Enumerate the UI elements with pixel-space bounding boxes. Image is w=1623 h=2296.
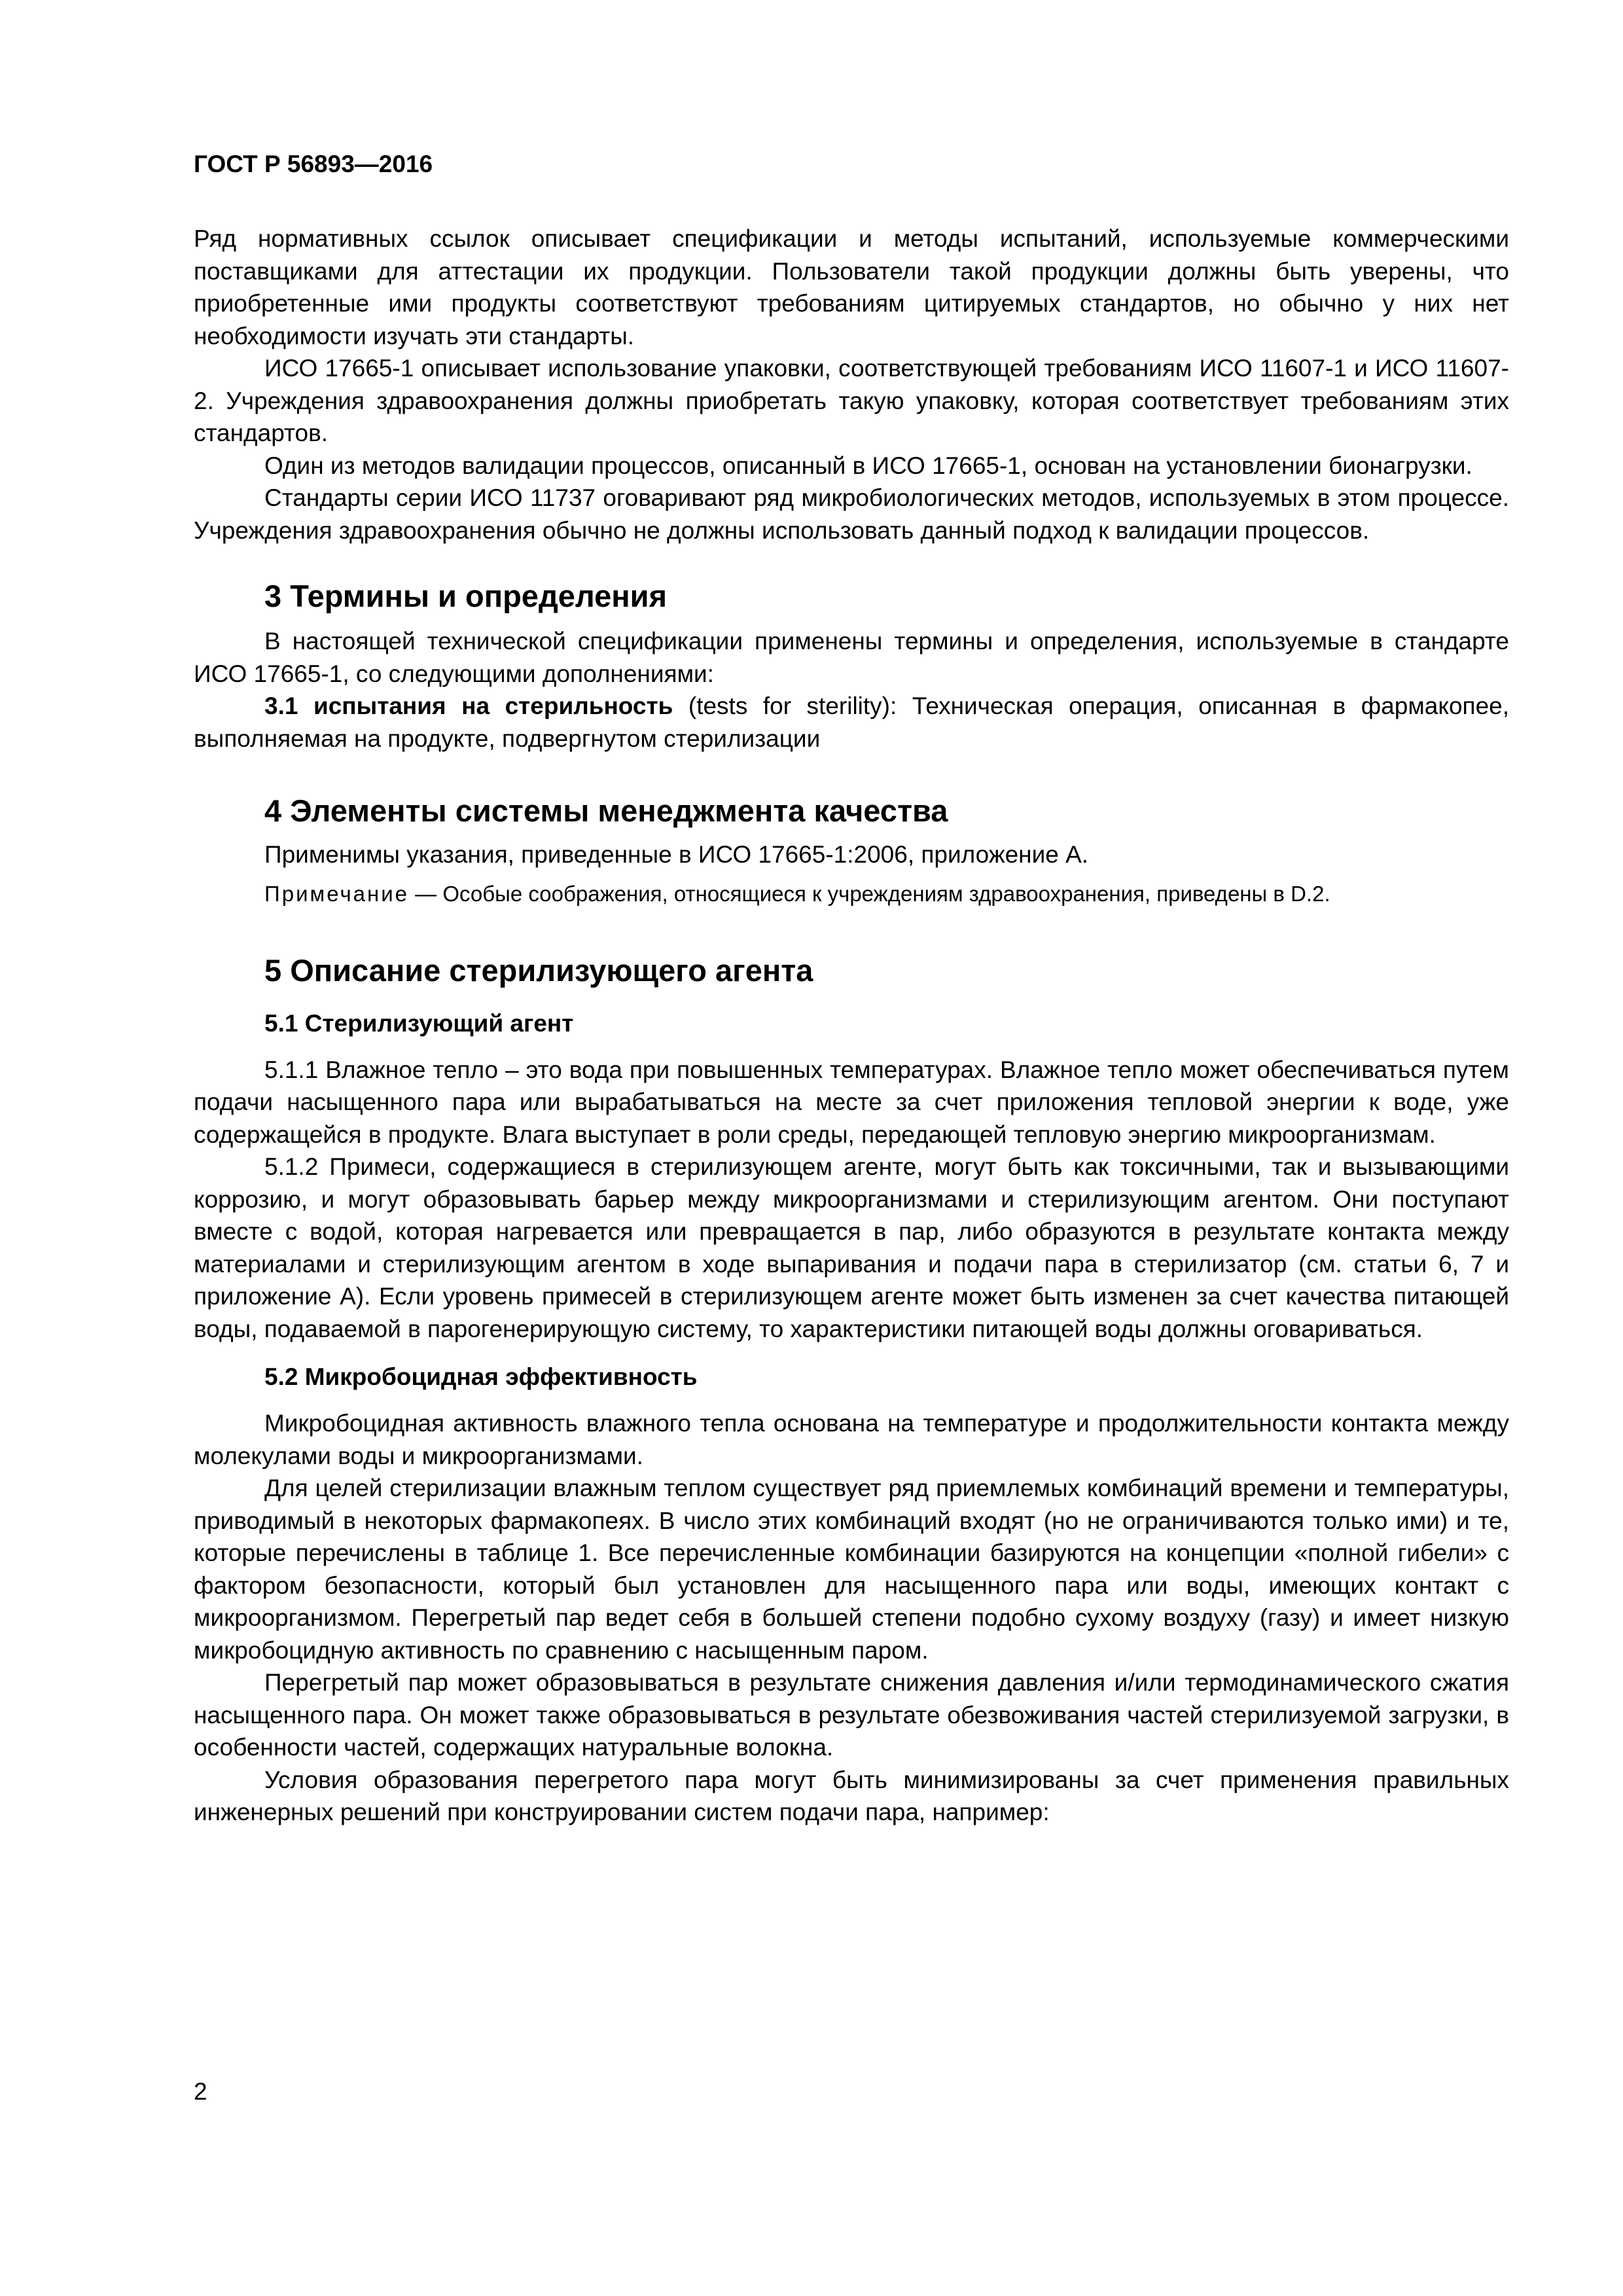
paragraph-5-2-2: Для целей стерилизации влажным теплом существует ряд приемлемых комбинаций времени и температуры, приводимый в некоторых фармакопеях. В число этих комбинаций входят (но не ограничиваются только ими) и те, которые перечислены в таблице 1. Все перечисленные комбинации базируются на концепции «полной гибели» с фактором безопасности, который был установлен для насыщенного пара или воды, имеющих контакт с микроорганизмом. Перегретый пар ведет себя в большей степени подобно сухому воздуху (газу) и имеет низкую микробоцидную активность по сравнению с насыщенным паром. [194,1475,1509,1664]
term-3-1-label: 3.1 испытания на стерильность [264,692,673,719]
note-text: — Особые соображения, относящиеся к учреждениям здравоохранения, приведены в D.2. [409,881,1330,906]
term-3-1-text: (tests for sterility): Техническая операция, описанная в фармакопее, выполняемая на продукте, подвергнутом стерилизации [194,692,1510,752]
page-number: 2 [194,2078,207,2105]
note-label: Примечание [264,881,410,906]
intro-paragraph-3: Один из методов валидации процессов, описанный в ИСО 17665-1, основан на установлении бионагрузки. [264,452,1472,479]
term-3-1-definition [194,690,1509,755]
section-5-heading: 5 Описание стерилизующего агента [264,952,813,988]
section-3-paragraph: В настоящей технической спецификации применены термины и определения, используемые в стандарте ИСО 17665-1, со следующими дополнениями: [194,628,1509,687]
subsection-5-1-heading: 5.1 Стерилизующий агент [264,1009,574,1037]
intro-paragraph-1: Ряд нормативных ссылок описывает спецификации и методы испытаний, используемые коммерческими поставщиками для аттестации их продукции. Пользователи такой продукции должны быть уверены, что приобретенные ими продукты соответствуют требованиям цитируемых стандартов, но обычно у них нет необходимости изучать эти стандарты. [194,225,1509,350]
paragraph-5-1-2: 5.1.2 Примеси, содержащиеся в стерилизующем агенте, могут быть как токсичными, так и вызывающими коррозию, и могут образовывать барьер между микроорганизмами и стерилизующим агентом. Они поступают вместе с водой, которая нагревается или превращается в пар, либо образуются в результате контакта между материалами и стерилизующим агентом в ходе выпаривания и подачи пара в стерилизатор (см. статьи 6, 7 и приложение А). Если уровень примесей в стерилизующем агенте может быть изменен за счет качества питающей воды, подаваемой в парогенерирующую систему, то характеристики питающей воды должны оговариваться. [194,1153,1509,1342]
paragraph-5-1-1: 5.1.1 Влажное тепло – это вода при повышенных температурах. Влажное тепло может обеспечиваться путем подачи насыщенного пара или вырабатываться на месте за счет приложения тепловой энергии к воде, уже содержащейся в продукте. Влага выступает в роли среды, передающей тепловую энергию микроорганизмам. [194,1056,1509,1148]
section-4-paragraph: Применимы указания, приведенные в ИСО 17665-1:2006, приложение А. [264,841,1089,868]
paragraph-5-2-1: Микробоцидная активность влажного тепла основана на температуре и продолжительности контакта между молекулами воды и микроорганизмами. [194,1410,1509,1469]
intro-paragraph-4: Стандарты серии ИСО 11737 оговаривают ряд микробиологических методов, используемых в этом процессе. Учреждения здравоохранения обычно не должны использовать данный подход к валидации процессов. [194,484,1509,544]
section-3-heading: 3 Термины и определения [264,579,667,613]
section-4-heading: 4 Элементы системы менеджмента качества [264,793,948,828]
page-content [194,223,1509,1829]
document-code-header: ГОСТ Р 56893—2016 [194,151,433,177]
paragraph-5-2-3: Перегретый пар может образовываться в результате снижения давления и/или термодинамического сжатия насыщенного пара. Он может также образовываться в результате обезвоживания частей стерилизуемой загрузки, в особенности частей, содержащих натуральные волокна. [194,1669,1509,1761]
subsection-5-2-heading: 5.2 Микробоцидная эффективность [264,1363,698,1390]
intro-paragraph-2: ИСО 17665-1 описывает использование упаковки, соответствующей требованиям ИСО 11607-1 и ИСО 11607-2. Учреждения здравоохранения должны приобретать такую упаковку, которая соответствует требованиям этих стандартов. [194,355,1509,446]
section-4-note [194,879,1509,909]
paragraph-5-2-4: Условия образования перегретого пара могут быть минимизированы за счет применения правильных инженерных решений при конструировании систем подачи пара, например: [194,1766,1509,1825]
